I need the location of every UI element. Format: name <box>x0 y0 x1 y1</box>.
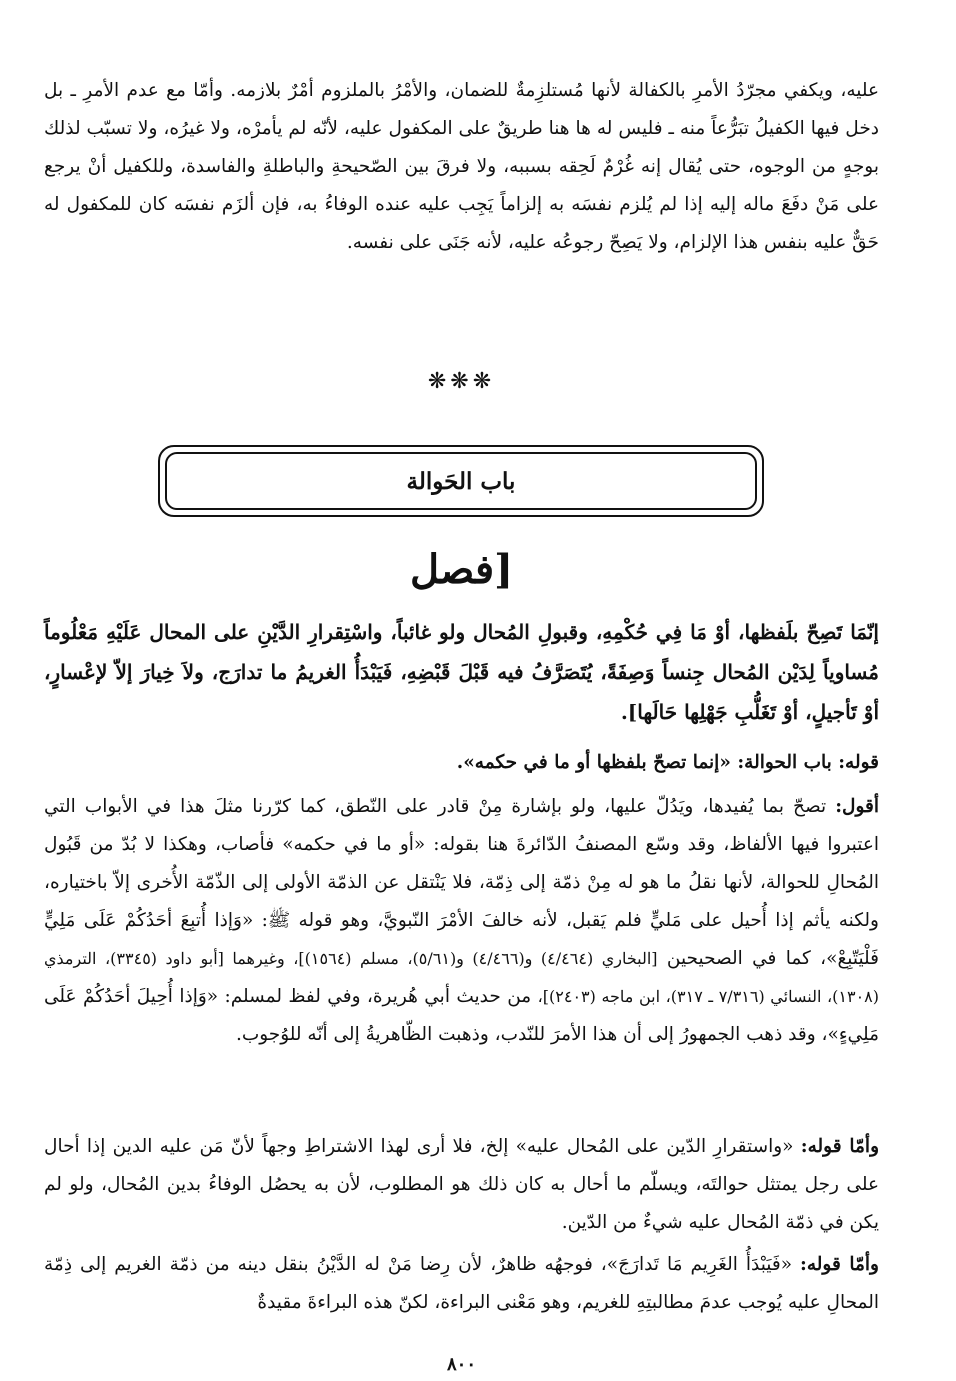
commentary-2-body: «واستقرارِ الدّين على المُحال عليه» إلخ، فلا أرى لهذا الاشتراطِ وجهاً لأنّ مَن عليه الدين إذا أحال على رجل يمتثل حوالتَه، ويسلّم ما أحال به كان ذلك هو المطلوب، لأن به يحصُل الوفاءُ بدين المُحال، ولو لم يكن في ذمّة المُحال عليه شيءٌ من الدّين. <box>44 1136 879 1233</box>
matn-text: إنّمَا تَصِحّ بلَفظها، أوْ مَا فِي حُكْمِهِ، وقبولِ المُحال ولو غائباً، واسْتِقرارِ الدَّيْنِ على المحال عَلَيْهِ مَعْلُوماً مُساوياً لِدَيْن المُحال جِنساً وَصِفَةً، يُتَصَرَّفُ فيه قَبْلَ قَبْضِهِ، فَيَبْدَأُ الغريمُ ما تدارَج، ولاَ خِيارَ إلاّ لإعْسارٍ، أوْ تَأجيلٍ، أوْ تَغَلُّبِ جَهْلِها حَالَها]. <box>44 620 879 724</box>
commentary-3-paragraph <box>44 1246 879 1322</box>
section-heading: [فصل <box>409 546 514 593</box>
commentary-3-lead: وأمّا قوله: <box>800 1254 879 1275</box>
chapter-title-frame <box>158 445 764 517</box>
commentary-1-references: [البخاري (٤/٤٦٤) و(٤/٤٦٦) و(٥/٦١)، مسلم (١٥٦٤)]، وغيرهما [أبو داود (٣٣٤٥)، الترمذي (١٣٠٨)، النسائي (٧/٣١٦ ـ ٣١٧)، ابن ماجه (٢٤٠٣)]، <box>44 949 880 1006</box>
intro-paragraph: عليه، ويكفي مجرّدُ الأمرِ بالكفالة لأنها مُستلزِمةٌ للضمان، والأمْرُ بالملزوم أمْرٌ بلازمه. وأمّا مع عدم الأمرِ ـ بل دخل فيها الكفيلُ تبَرُّعاً منه ـ فليس له ها هنا طريقٌ على المكفول عليه، لأنّه لم يأمرْه، ولا غيرُه، ولا تسبّب لذلك بوجهٍ من الوجوه، حتى يُقال إنه غُرْمٌ لَحِقه بسببه، ولا فرقَ بين الصّحيحةِ والباطلةِ والفاسدة، وللكفيل أنْ يرجع على مَنْ دفَعَ ماله إليه إذا لم يُلزم نفسَه به إلزاماً يَجِب عليه عنده الوفاءُ به، فإن ألزَم نفسَه كان للمكفول له حَقٌّ عليه بنفس هذا الإلزام، ولا يَصِحّ رجوعُه عليه، لأنه جَنَى على نفسه. <box>44 80 879 253</box>
commentary-3-body: «فَيَبْدَأُ الغَرِيم مَا تَدارَجَ»، فوجهُه ظاهرٌ، لأن رِضا مَنْ له الدَّيْنُ بنقل دينه من ذمّة الغريم إلى ذِمّة المحالِ عليه يُوجب عدمَ مطالبتِهِ للغريم، وهو مَعْنى البراءة، لكنّ هذه البراءةَ مقيدةٌ <box>44 1254 879 1313</box>
section-separator: ❋❋❋ <box>427 369 496 394</box>
commentary-1-lead: قوله: باب الحوالة: «إنما تصحّ بلفظها أو ما في حكمه». <box>456 752 879 773</box>
commentary-1-body: تصحّ بما يُفيدها، ويَدُلّ عليها، ولو بإشارة مِنْ قادر على النّطق، كما كرّرنا مثلَ هذا في الأبواب التي اعتبروا فيها الألفاظ، وقد وسّع المصنفُ الدّائرةَ هنا بقوله: «أو ما في حكمه» فأصاب، وهكذا لا بُدّ من قَبُول المُحالِ للحوالة، لأنها نقلُ ما هو له مِنْ ذمّة إلى ذِمّة، فلا يَنْتقل عن الذمّة الأولى إلى الذّمّة الأُخرى إلاّ باختياره، ولكنه يأثم إذا أُحيل على مَليٍّ فلم يَقبل، لأنه خالفَ الأمْرَ النّبويَّ، وهو قوله ﷺ: «وَإذا أُتبِعَ أحَدُكُمْ عَلَى مَلِيٍّ فَلْيَتّبِعْ»، كما في الصحيحين <box>44 796 880 969</box>
commentary-1-paragraph <box>44 788 879 1054</box>
commentary-1-tail: من حديث أبي هُريرة، وفي لفظ لمسلم: «وَإذا أُحِيلَ أحَدُكُمْ عَلَى مَلِيءٍ»، وقد ذهب الجمهورُ إلى أن هذا الأمرَ للنّدب، وذهبت الظّاهريةُ إلى أنّه للوُجوب. <box>44 986 879 1045</box>
chapter-title: باب الحَوالة <box>165 452 757 510</box>
commentary-2-paragraph <box>44 1128 879 1242</box>
commentary-1-body-lead: أقول: <box>835 796 879 817</box>
book-page <box>44 64 880 1375</box>
commentary-2-lead: وأمّا قوله: <box>800 1136 879 1157</box>
page-number: ٨٠٠ <box>446 1354 476 1375</box>
